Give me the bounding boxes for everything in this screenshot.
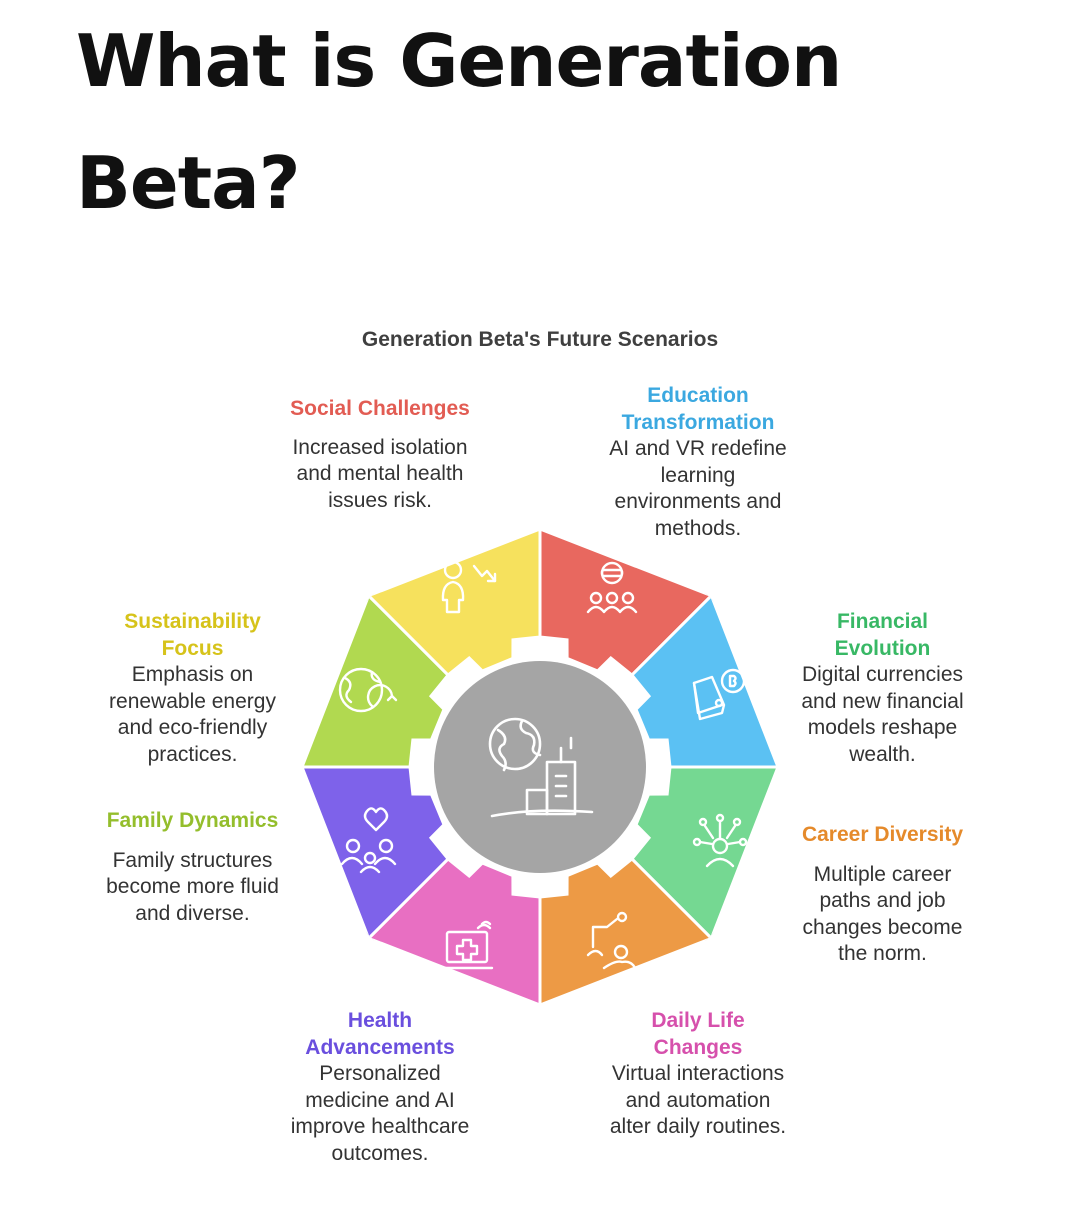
- label-financial-evolution: Financial Evolution: [834, 610, 931, 660]
- desc-career-diversity: Multiple career paths and job changes become the norm.: [802, 862, 963, 965]
- diagram-title: Generation Beta's Future Scenarios: [361, 328, 719, 351]
- page-title: What is Generation Beta?: [76, 19, 842, 225]
- desc-health-advancements: Personalized medicine and AI improve healthcare outcomes.: [290, 1062, 470, 1165]
- desc-education-transformation: AI and VR redefine learning environments and methods.: [609, 437, 787, 540]
- label-health-advancements: Health Advancements: [305, 1009, 455, 1059]
- caption-sustainability: [100, 609, 285, 768]
- desc-daily-life-changes: Virtual interactions and automation alter daily routines.: [609, 1062, 787, 1138]
- caption-career: [790, 822, 975, 968]
- label-daily-life-changes: Daily Life Changes: [651, 1009, 745, 1059]
- label-family-dynamics: Family Dynamics: [106, 809, 279, 832]
- label-sustainability-focus: Sustainability Focus: [124, 610, 261, 660]
- caption-family: [100, 808, 285, 927]
- label-social-challenges: Social Challenges: [290, 397, 470, 420]
- center-disc: [434, 661, 646, 873]
- caption-social: [290, 396, 470, 514]
- label-career-diversity: Career Diversity: [801, 823, 964, 846]
- desc-social-challenges: Increased isolation and mental health issues risk.: [292, 435, 468, 512]
- caption-education: [598, 383, 798, 542]
- caption-financial: [790, 609, 975, 768]
- caption-health: [290, 1008, 470, 1167]
- caption-daily: [608, 1008, 788, 1141]
- desc-financial-evolution: Digital currencies and new financial models reshape wealth.: [801, 663, 964, 766]
- desc-family-dynamics: Family structures become more fluid and diverse.: [106, 848, 279, 925]
- desc-sustainability-focus: Emphasis on renewable energy and eco-friendly practices.: [109, 663, 276, 766]
- label-education-transformation: Education Transformation: [621, 384, 775, 434]
